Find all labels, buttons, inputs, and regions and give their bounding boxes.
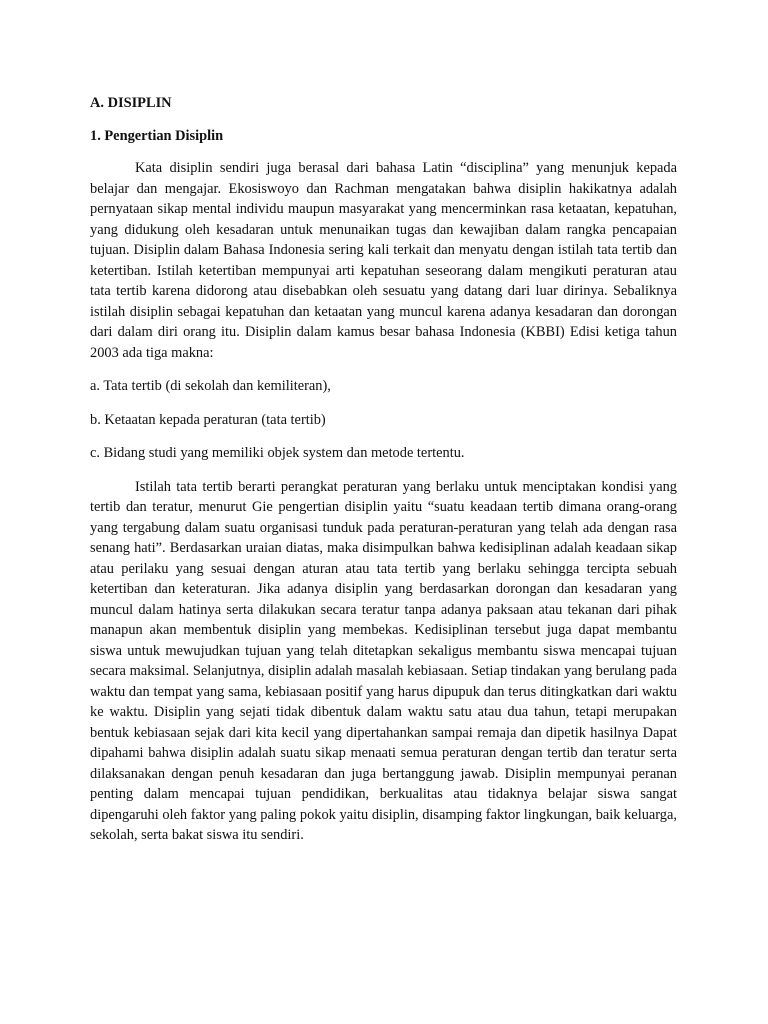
paragraph-2: Istilah tata tertib berarti perangkat peraturan yang berlaku untuk menciptakan kondisi yang tertib dan teratur, menurut Gie pengertian disiplin yaitu “suatu keadaan tertib dimana orang-orang yang tergabung dalam suatu organisasi tunduk pada peraturan-peraturan yang telah ada dengan rasa senang hati”. Berdasarkan uraian diatas, maka disimpulkan bahwa kedisiplinan adalah keadaan sikap atau perilaku yang sesuai dengan aturan atau tata tertib yang berlaku sehingga tercipta sebuah ketertiban dan keteraturan. Jika adanya disiplin yang berdasarkan dorongan dan kesadaran yang muncul dalam hatinya serta dilakukan secara teratur tanpa adanya paksaan atau tekanan dari pihak manapun akan membentuk disiplin yang membekas. Kedisiplinan tersebut juga dapat membantu siswa untuk mewujudkan tujuan yang telah ditetapkan sekaligus membantu siswa mencapai tujuan secara maksimal. Selanjutnya, disiplin adalah masalah kebiasaan. Setiap tindakan yang berulang pada waktu dan tempat yang sama, kebiasaan positif yang harus dipupuk dan terus ditingkatkan dari waktu ke waktu. Disiplin yang sejati tidak dibentuk dalam waktu satu atau dua tahun, tetapi merupakan bentuk kebiasaan sejak dari kita kecil yang dipertahankan sampai remaja dan dipetik hasilnya Dapat dipahami bahwa disiplin adalah suatu sikap menaati semua peraturan dengan tertib dan teratur serta dilaksanakan dengan penuh kesadaran dan juga bertanggung jawab. Disiplin mempunyai peranan penting dalam mencapai tujuan pendidikan, berkualitas atau tidaknya belajar siswa sangat dipengaruhi oleh faktor yang paling pokok yaitu disiplin, disamping faktor lingkungan, baik keluarga, sekolah, serta bakat siswa itu sendiri. — [90, 478, 677, 843]
list-item-b: b. Ketaatan kepada peraturan (tata tertib) — [90, 411, 326, 428]
list-item-c: c. Bidang studi yang memiliki objek system dan metode tertentu. — [90, 445, 465, 461]
section-title: A. DISIPLIN — [90, 95, 172, 111]
document-page — [90, 91, 677, 846]
paragraph-1: Kata disiplin sendiri juga berasal dari bahasa Latin “disciplina” yang menunjuk kepada belajar dan mengajar. Ekosiswoyo dan Rachman mengatakan bahwa disiplin hakikatnya adalah pernyataan sikap mental individu maupun masyarakat yang mencerminkan rasa ketaatan, kepatuhan, yang didukung oleh kesadaran untuk menunaikan tugas dan kewajiban dalam rangka pencapaian tujuan. Disiplin dalam Bahasa Indonesia sering kali terkait dan menyatu dengan istilah tata tertib dan ketertiban. Istilah ketertiban mempunyai arti kepatuhan seseorang dalam mengikuti peraturan atau tata tertib karena didorong atau disebabkan oleh sesuatu yang datang dari luar dirinya. Sebaliknya istilah disiplin sebagai kepatuhan dan ketaatan yang muncul karena adanya kesadaran dan dorongan dari dalam diri orang itu. Disiplin dalam kamus besar bahasa Indonesia (KBBI) Edisi ketiga tahun 2003 ada tiga makna: — [90, 160, 677, 361]
subsection-title: 1. Pengertian Disiplin — [90, 127, 224, 144]
list-item-a: a. Tata tertib (di sekolah dan kemiliteran), — [90, 378, 331, 394]
